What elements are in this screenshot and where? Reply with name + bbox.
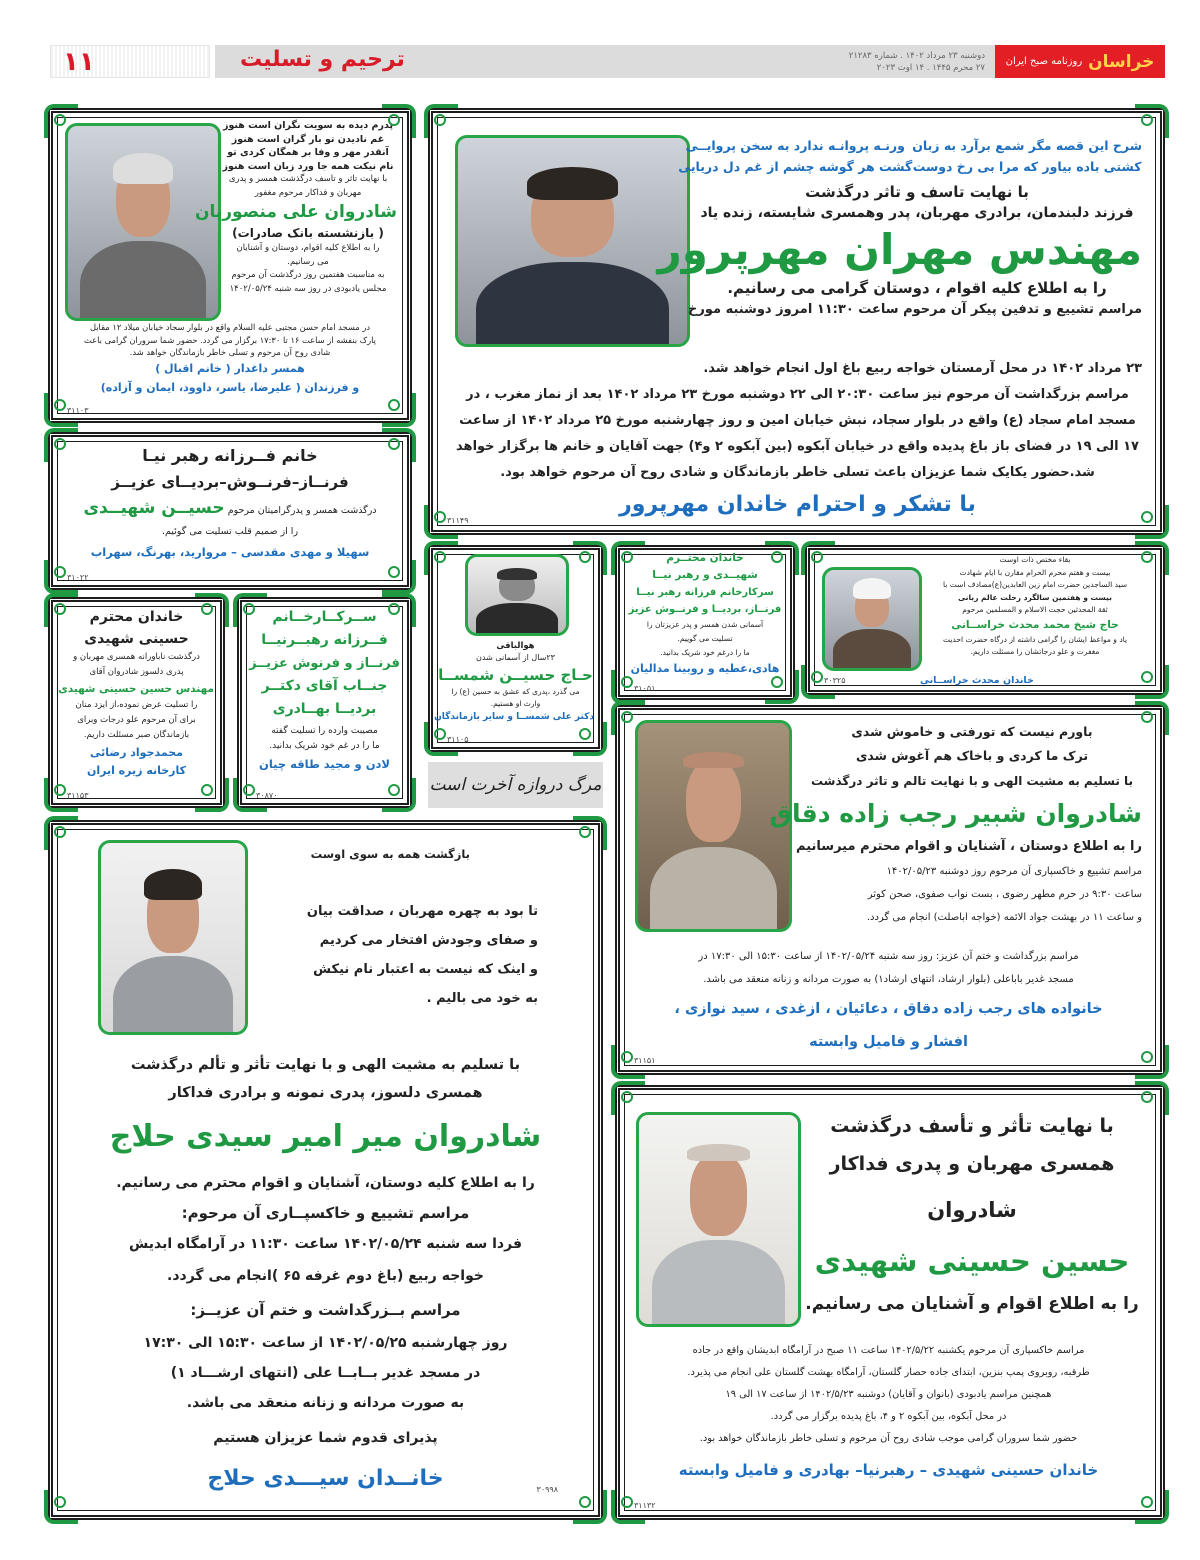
body-line: پارک بنفشه از ساعت ۱۶ تا ۱۷:۳۰ برگزار می گردد. حضور شما سروران گرامی باعث [84,334,376,345]
ad-code: ۳۱۱۰۵ [447,735,469,744]
poem-line: آنقدر مهر و وفا بر همگان کردی تو [227,147,389,158]
poem-line: غم نادیدن تو بار گران است هنوز [231,133,385,145]
ornament-corner [801,541,835,575]
deceased-name: حـاج حسیــن شمســا [438,666,593,684]
deceased-name: شادروان علی منصوریان [194,202,397,222]
body-line: و ساعت ۱۱ در بهشت جواد الائمه (خواجه اباصلت) انجام می گردد. [866,912,1142,923]
body-line: می گذرد ،پدری که عشق به حسین (ع) را [451,687,580,696]
body-line: در محل آبکوه، بین آبکوه ۲ و ۴، باغ پدیده برگزار می گردد. [770,1411,1007,1422]
signature: خانواده های رجب زاده دقاق ، دعائیان ، ازغدی ، سید نوازی ، [674,1001,1103,1017]
ad-code: ۳۱۱۳۲ [634,1501,656,1510]
portrait-photo [635,720,792,932]
portrait-photo [455,135,690,347]
body-line: سید الساجدین حضرت امام زین العابدین(ع)مصادف است با [942,580,1128,589]
body-text: درگذشت همسر و پدرگرامیتان مرحوم [227,505,377,516]
poem-line: تا بود به چهره مهربان ، صداقت بیان [306,904,538,919]
body-line: مغفرت و علو درجاتشان را مسئلت داریم. [970,647,1100,656]
intro-line: همسری دلسوز، پدری نمونه و برادری فداکار [168,1085,483,1101]
intro-line: مهربان و فداکار مرحوم مغفور [254,187,362,198]
portrait-photo [822,567,922,671]
ornament-corner [801,665,835,699]
ornament-corner [382,778,416,812]
signature: محمدجواد رضائی [90,746,183,759]
body-line: را به اطلاع کلیه اقوام، دوستان و آشنایان [236,243,380,253]
signature: همسر داغدار ( خانم اقبال ) [155,361,305,375]
condolence-taghechian [237,597,412,808]
body-line: مراسم تشییع و تدفین پیکر آن مرحوم ساعت ۱۱:۳۰ امروز دوشنبه مورخ [687,302,1142,317]
memorial-shamsa [428,545,603,752]
poem-line: باورم نیست که تورفتی و خاموش شدی [851,724,1093,739]
body-line: ثقة المحدثین حجت الاسلام و المسلمین مرحوم [962,605,1108,614]
ornament-corner [195,778,229,812]
ornament-corner [382,104,416,138]
signature: خاندان حسینی شهیدی – رهبرنیا– بهادری و فامیل وابسته [678,1461,1099,1479]
section-header [215,45,995,78]
ornament-corner [44,393,78,427]
body-line: روز چهارشنبه ۱۴۰۲/۰۵/۲۵ از ساعت ۱۵:۳۰ الی ۱۷:۳۰ [143,1335,508,1351]
memorial-khorasani [805,545,1165,695]
ornament-corner [1135,701,1169,735]
poem-line: گشت هر گوشه چشم از غم دل دریایی [678,159,913,174]
title-line: سرکارخانم فرزانه رهبر نیــا [636,587,774,598]
page-number-strip [50,45,210,78]
ornament-corner [233,593,267,627]
intro-line: شادروان [927,1198,1017,1222]
portrait-photo [465,554,569,636]
ornament-corner [382,393,416,427]
body-line: مراسم بزرگداشت آن مرحوم نیز ساعت ۲۰:۳۰ الی ۲۲ دوشنبه مورخ ۲۳ مرداد ۱۴۰۲ بعد از نماز مغرب ، در [466,387,1129,402]
section-heading: مراسم تشییع و خاکسپــاری آن مرحوم: [181,1204,470,1222]
obituary-mehrparvar [428,108,1165,535]
body-line: بیست و هفتمین سالگرد رحلت عالم ربانی [958,592,1112,602]
ornament-corner [611,1081,645,1115]
ornament-corner [382,428,416,462]
ornament-corner [611,670,645,704]
ornament-corner [1135,1081,1169,1115]
obituary-rajabzadeh-daghagh [615,705,1165,1075]
issue-date: دوشنبه ۲۳ مرداد ۱۴۰۲ . شماره ۲۱۲۸۳ ۲۷ محرم ۱۴۴۵ . ۱۴ اوت ۲۰۲۳ [848,51,985,73]
body-line: به صورت مردانه و زنانه منعقد می باشد. [186,1395,465,1411]
body-line: آسمانی شدن همسر و پدر عزیزتان را [646,620,764,629]
poem-line: ورنـه پروانـه ندارد به سخن پروایــی [685,138,905,153]
body-line: در مسجد غدیر بــابــا علی (انتهای ارشـــاد ۱) [170,1365,481,1381]
body-line: مسجد غدیر باباعلی (بلوار ارشاد، انتهای ارشاد۱) به صورت مردانه و زنانه منعقد می باشد. [703,974,1074,985]
body-line: را به اطلاع دوستان ، آشنایان و اقوام محترم میرسانیم [796,839,1142,854]
ad-code: ۳۰۸۷۰ [256,791,278,800]
ornament-corner [195,593,229,627]
body-line: را تسلیت عرض نموده،از ایزد منان [75,700,198,710]
body-line: مراسم خاکسپاری آن مرحوم یکشنبه ۱۴۰۲/۵/۲۲ ساعت ۱۱ صبح در آرامگاه ابدیشان واقع در جاده [692,1345,1085,1356]
body-line: می رسانیم. [287,256,329,267]
ad-code: ۳۱۰۵۱ [634,684,656,693]
ornament-corner [424,505,458,539]
body-line: ۱۷ الی ۱۹ در فضای باز باغ پدیده واقع در خیابان آبکوه (بین آبکوه ۲ و۴) جهت آقایان و خانم ها برگزار خواهد [456,439,1139,454]
ad-code: ۳۱۰۲۲ [67,573,89,582]
title-line: بردیــا بهــادری [272,701,377,717]
body-line: برای آن مرحوم علو درجات وبرای [77,715,196,725]
body-line: مراسم تشییع و خاکسپاری آن مرحوم روز دوشنبه ۱۴۰۲/۰۵/۲۳ [886,866,1142,877]
ornament-corner [44,428,78,462]
ornament-corner [44,816,78,850]
body-line: خواجه ربیع (باغ دوم غرفه ۶۵ )انجام می گردد. [167,1268,484,1284]
body-line: در مسجد امام حسن مجتبی علیه السلام واقع در بلوار سجاد خیابان میلاد ۱۲ مقابل [89,322,371,332]
title-line: ســرکــارخــانم [272,609,377,625]
body-line: مجلس یادبودی در روز سه شنبه ۱۴۰۲/۰۵/۲۴ [229,283,387,294]
body-line: یاد و مواعظ ایشان را گرامی داشته از درگاه حضرت احدیت [942,634,1128,644]
title-line: جنــاب آقای دکتــر [261,678,388,694]
section-heading: مراسم بــزرگداشت و ختم آن عزیــز: [190,1301,461,1319]
body-line: حضور شما سروران گرامی موجب شادی روح آن مرحوم و تسلی خاطر بازماندگان خواهد بود. [699,1433,1078,1444]
ornament-corner [44,560,78,594]
ad-code: ۳۰۳۲۵ [824,676,846,685]
ornament-corner [573,722,607,756]
ornament-corner [44,778,78,812]
body-line: را به اطلاع اقوام و آشنایان می رسانیم. [805,1294,1139,1314]
body-line: ۲۳ مرداد ۱۴۰۲ در محل آرمستان خواجه ربیع باغ اول انجام خواهد شد. [703,361,1142,376]
ad-code: ۳۱۱۵۱ [634,1056,656,1065]
body-line: وارث او هستیم. [490,699,541,708]
signature: با تشکر و احترام خاندان مهرپرور [619,492,976,517]
portrait-photo [636,1112,801,1327]
ornament-corner [1135,541,1169,575]
body-line: مسجد امام سجاد (ع) واقع در بلوار سجاد، نبش خیابان امین و روز چهارشنبه مورخ ۲۵ مرداد ۱۴۰۲ از ساعت [459,413,1136,428]
page-number: ۱۱ [63,47,95,77]
title-line: خاندان محترم [89,609,184,625]
body-line: ساعت ۹:۳۰ در حرم مطهر رضوی ، بست نواب صفوی، صحن کوثر [867,889,1142,900]
ornament-corner [1135,1045,1169,1079]
deceased-name: حسین حسینی شهیدی [814,1244,1130,1278]
body-line: پذیرای قدوم شما عزیزان هستیم [213,1430,438,1446]
heading: هوالباقی [496,641,535,651]
ornament-corner [424,104,458,138]
signature: هادی،عطیه و روبینا مدالیان [630,662,780,675]
signature: خانــدان سیـــدی حلاج [207,1466,444,1491]
ornament-corner [1135,665,1169,699]
section-title: ترحیم و تسلیت [240,47,405,72]
body-line: بیست و هفتم محرم الحرام مقارن با ایام شهادت [959,567,1111,577]
newspaper-logo[interactable]: خراسان روزنامه صبح ایران [995,45,1165,78]
body-line: را از صمیم قلب تسلیت می گوئیم. [161,526,299,537]
ornament-corner [44,104,78,138]
poem-line: به خود می بالیم . [426,991,538,1006]
body-line: مراسم بزرگداشت و ختم آن عزیز: روز سه شنبه ۱۴۰۲/۰۵/۲۴ از ساعت ۱۵:۳۰ الی ۱۷:۳۰ در [698,951,1079,962]
ornament-corner [1135,1490,1169,1524]
poem-line: پدرم دیده به سویت نگران است هنوز [222,120,394,131]
signature: و فرزندان ( علیرضا، یاسر، داوود، ایمان و آزاده) [100,380,360,394]
poem-line: کشتی باده بیاور که مرا بی رخ دوست [912,159,1142,174]
title-line: خاندان محتــرم [666,552,744,564]
obituary-hosseini-shahidi [615,1085,1165,1520]
ornament-corner [765,670,799,704]
ornament-corner [1135,505,1169,539]
ad-code: ۳۱۱۰۳ [67,406,89,415]
ornament-corner [573,541,607,575]
ornament-corner [44,593,78,627]
intro-line: همسری مهربان و پدری فداکار [829,1153,1115,1175]
ornament-corner [233,778,267,812]
ad-code: ۳۱۱۴۹ [447,516,469,525]
ornament-corner [611,1490,645,1524]
deceased-name: شادروان شبیر رجب زاده دقاق [769,799,1142,828]
title-line: حسینی شهیدی [84,631,189,647]
signature: دکتر علی شمســا و سایر بازماندگان [434,712,594,722]
intro-line: با تسلیم به مشیت الهی و با نهایت تالم و تاثر درگذشت [810,774,1134,788]
ornament-corner [573,1490,607,1524]
condolence-rezaei [48,597,225,808]
intro-line: فرزند دلبندمان، برادری مهربان، پدر وهمسری شایسته، زنده یاد [700,205,1134,221]
intro-line: ۲۳سال از آسمانی شدن [476,653,555,662]
ornament-corner [382,593,416,627]
poem-line: نام نیکت همه جا ورد زبان است هنوز [222,160,394,172]
condolence-madalian [615,545,795,700]
body-line: مصیبت وارده را تسلیت گفته [271,726,378,736]
condolence-moghaddasi [48,432,412,590]
ornament-corner [765,541,799,575]
signature: کارخانه زیره ایران [86,764,187,777]
deceased-name: شادروان میر امیر سیدی حلاج [109,1119,542,1154]
signature: لادن و مجید طاقه چیان [259,757,390,771]
recipient-line: فرنــاز–فرنــوش–بردیــای عزیــز [111,473,349,491]
body-line: ما را درغم خود شریک بدانید. [660,648,750,657]
subtitle: ( بازنشسته بانک صادرات) [232,226,384,240]
ornament-corner [1135,104,1169,138]
ad-code: ۳۱۱۵۳ [67,791,89,800]
body-line: بقاء مختص ذات اوست [999,555,1071,564]
body-line: بازماندگان صبر مسئلت داریم. [83,730,190,740]
recipient-line: خانم فــرزانه رهبر نیـا [142,446,318,465]
body-line: پدری دلسوز شادروان آقای [89,667,184,677]
body-line: را به اطلاع کلیه اقوام ، دوستان گرامی می رسانیم. [727,279,1107,297]
ornament-corner [44,1490,78,1524]
body-line: را به اطلاع کلیه دوستان، آشنایان و اقوام محترم می رسانیم. [116,1175,535,1191]
intro-line: با نهایت تاثر و تاسف درگذشت همسر و پدری [228,174,388,184]
body-line: شادی روح آن مرحوم و تسلی خاطر بازماندگان خواهد شد. [129,347,331,357]
body-line: شد.حضور یکایک شما عزیزان باعث تسلی خاطر بازماندگان و شادی روح آن مرحوم خواهد بود. [500,465,1095,480]
signature: افشار و فامیل وابسته [809,1034,968,1050]
portrait-photo [98,840,248,1035]
body-line: همچنین مراسم یادبودی (بانوان و آقایان) دوشنبه ۱۴۰۲/۵/۲۳ از ساعت ۱۷ الی ۱۹ [725,1389,1052,1400]
body-line: به مناسبت هفتمین روز درگذشت آن مرحوم [231,270,385,280]
poem-line: ترک ما کردی و باخاک هم آغوش شدی [855,748,1089,763]
ornament-corner [611,541,645,575]
ad-code: ۳۰۹۹۸ [536,1485,558,1494]
signature: سهیلا و مهدی مقدسی – مروارید، بهرنگ، سهراب [90,545,370,559]
deceased-name: حسیــن شهیــدی [83,498,225,518]
intro-line: با نهایت تأثر و تأسف درگذشت [830,1115,1114,1137]
obituary-mansourian [48,108,412,423]
body-line: طرقبه، روبروی پمپ بنزین، ابتدای جاده حصار گلستان، آرامگاه بهشت گلستان علی انجام می پذیرد. [687,1367,1090,1378]
poem-line: و صفای وجودش افتخار می کردیم [319,933,538,948]
ornament-corner [424,541,458,575]
title-line: فرنــاز و فرنوش عزیــز [249,656,400,671]
poem-line: شرح این قصه مگر شمع برآرد به زبان [912,138,1142,153]
title-line: فــرزانه رهبــرنیــا [261,632,388,648]
deceased-name: مهندس مهران مهرپرور [657,225,1142,274]
signature: خاندان محدث خراســانی [920,675,1034,686]
intro-line: با تسلیم به مشیت الهی و با نهایت تأثر و تألم درگذشت [130,1057,521,1073]
obituary-seyyedi-hallaj [48,820,603,1520]
title-line: فرنــاز، بردیــا و فرنــوش عزیز [628,604,782,615]
deceased-name: مهندس حسین حسینی شهیدی [58,683,214,695]
intro-line: با نهایت تاسف و تاثر درگذشت [805,183,1029,201]
body-line: درگذشت ناباورانه همسری مهربان و [73,652,200,662]
ornament-corner [573,816,607,850]
heading: بازگشت همه به سوی اوست [310,847,470,861]
ornament-corner [382,560,416,594]
body-line: فردا سه شنبه ۱۴۰۲/۰۵/۲۴ ساعت ۱۱:۳۰ در آرامگاه ابدیش [128,1236,522,1252]
ornament-corner [424,722,458,756]
ornament-corner [611,1045,645,1079]
motto-banner: مرگ دروازه آخرت است [428,762,603,808]
body-line: تسلیت می گوییم. [677,634,733,643]
title-line: شهیــدی و رهبر نیــا [652,569,758,581]
poem-line: و اینک که نیست به اعتبار نام نیکش [313,962,538,977]
deceased-name: حاج شیخ محمد محدث خراســانی [951,618,1119,631]
body-line: ما را در غم خود شریک بدانید. [269,741,380,751]
ornament-corner [611,701,645,735]
